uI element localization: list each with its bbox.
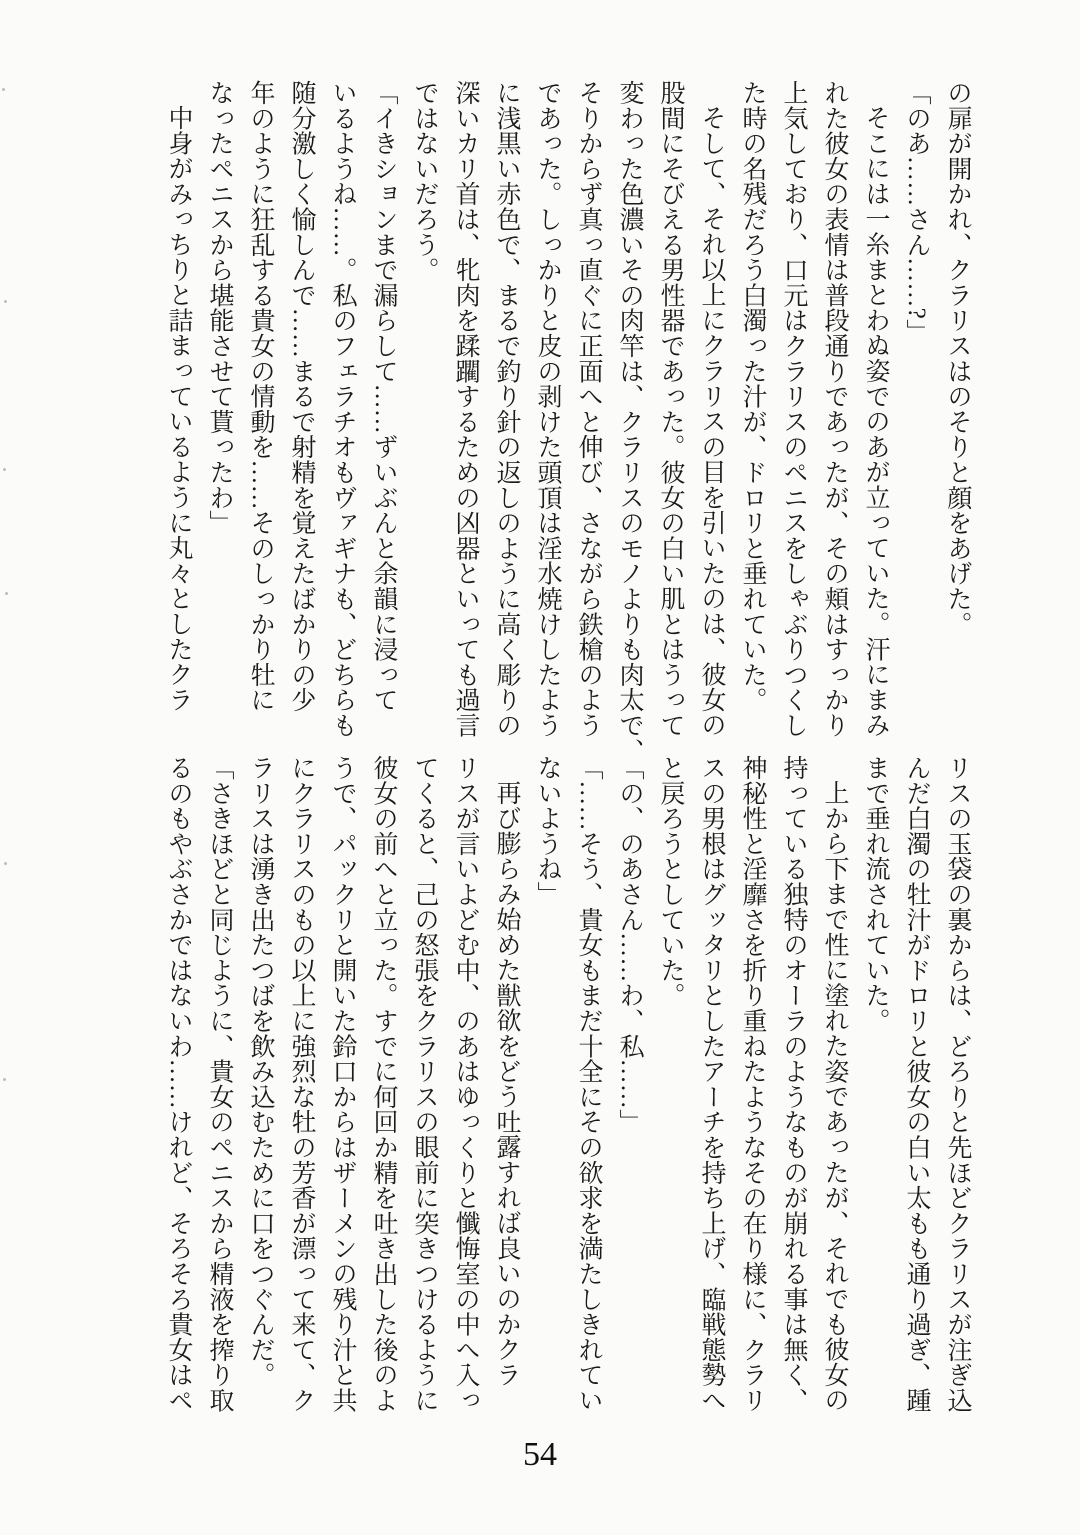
text-line: 変わった色濃いその肉竿は、クラリスのモノよりも肉太で、 xyxy=(616,80,643,764)
text-line: の扉が開かれ、クラリスはのそりと顔をあげた。 xyxy=(944,80,971,637)
text-line: 「さきほどと同じように、貴女のペニスから精液を搾り取 xyxy=(206,755,233,1413)
text-line: 上気しており、口元はクラリスのペニスをしゃぶりつくし xyxy=(780,80,807,738)
text-line: そりからず真っ直ぐに正面へと伸び、さながら鉄槍のよう xyxy=(575,80,602,738)
page-number: 54 xyxy=(523,1436,557,1473)
text-line: 随分激しく愉しんで……まるで射精を覚えたばかりの少 xyxy=(288,80,315,713)
text-block-bottom xyxy=(158,755,978,1423)
scan-speck xyxy=(4,862,7,865)
text-line: ではないだろう。 xyxy=(411,80,438,283)
scan-speck xyxy=(4,300,7,303)
scan-speck xyxy=(2,88,5,91)
text-line: 深いカリ首は、牝肉を蹂躙するための凶器といっても過言 xyxy=(452,80,479,738)
text-line: なったペニスから堪能させて貰ったわ」 xyxy=(206,80,233,536)
text-line: いるようね……。私のフェラチオもヴァギナも、どちらも xyxy=(329,80,356,738)
text-line: 再び膨らみ始めた獣欲をどう吐露すれば良いのかクラ xyxy=(493,780,520,1388)
text-line: 股間にそびえる男性器であった。彼女の白い肌とはうって xyxy=(657,80,684,738)
text-line: 持っている独特のオーラのようなものが崩れる事は無く、 xyxy=(780,755,807,1413)
text-line: 「イきションまで漏らして……ずいぶんと余韻に浸って xyxy=(370,80,397,713)
text-line: れた彼女の表情は普段通りであったが、その頬はすっかり xyxy=(821,80,848,738)
text-line: 年のように狂乱する貴女の情動を……そのしっかり牡に xyxy=(247,80,274,713)
text-line: 上から下まで性に塗れた姿であったが、それでも彼女の xyxy=(821,780,848,1413)
text-line: スの男根はグッタリとしたアーチを持ち上げ、臨戦態勢へ xyxy=(698,755,725,1413)
text-line: まで垂れ流されていた。 xyxy=(862,755,889,1034)
scan-speck xyxy=(5,592,8,595)
text-line: ないようね」 xyxy=(534,755,561,907)
scan-speck xyxy=(3,1078,6,1081)
text-line: そして、それ以上にクラリスの目を引いたのは、彼女の xyxy=(698,105,725,738)
text-line: そこには一糸まとわぬ姿でのあが立っていた。汗にまみ xyxy=(862,105,889,738)
text-line: と戻ろうとしていた。 xyxy=(657,755,684,1008)
text-line: 「の、のあさん……わ、私……」 xyxy=(616,755,643,1135)
text-line: んだ白濁の牡汁がドロリと彼女の白い太もも通り過ぎ、踵 xyxy=(903,755,930,1413)
text-line: るのもやぶさかではないわ……けれど、そろそろ貴女はペ xyxy=(165,755,192,1413)
text-line: 中身がみっちりと詰まっているように丸々としたクラ xyxy=(165,105,192,713)
text-line: 彼女の前へと立った。すでに何回か精を吐き出した後のよ xyxy=(370,755,397,1413)
text-line: ラリスは湧き出たつばを飲み込むために口をつぐんだ。 xyxy=(247,755,274,1388)
text-line: てくると、己の怒張をクラリスの眼前に突きつけるように xyxy=(411,755,438,1413)
text-line: うで、パックリと開いた鈴口からはザーメンの残り汁と共 xyxy=(329,755,356,1413)
text-line: 神秘性と淫靡さを折り重ねたようなその在り様に、クラリ xyxy=(739,755,766,1413)
text-line: 「のあ……さん……?」 xyxy=(903,80,930,345)
text-line: リスの玉袋の裏からは、どろりと先ほどクラリスが注ぎ込 xyxy=(944,755,971,1413)
text-line: 「……そう、貴女もまだ十全にその欲求を満たしきれてい xyxy=(575,755,602,1413)
text-line: た時の名残だろう白濁った汁が、ドロリと垂れていた。 xyxy=(739,80,766,713)
text-line: であった。しっかりと皮の剥けた頭頂は淫水焼けしたよう xyxy=(534,80,561,738)
text-line: に浅黒い赤色で、まるで釣り針の返しのように高く彫りの xyxy=(493,80,520,738)
text-line: にクラリスのもの以上に強烈な牡の芳香が漂って来て、ク xyxy=(288,755,315,1413)
scan-speck xyxy=(3,468,6,471)
text-block-top xyxy=(158,80,978,764)
text-line: リスが言いよどむ中、のあはゆっくりと懺悔室の中へ入っ xyxy=(452,755,479,1413)
